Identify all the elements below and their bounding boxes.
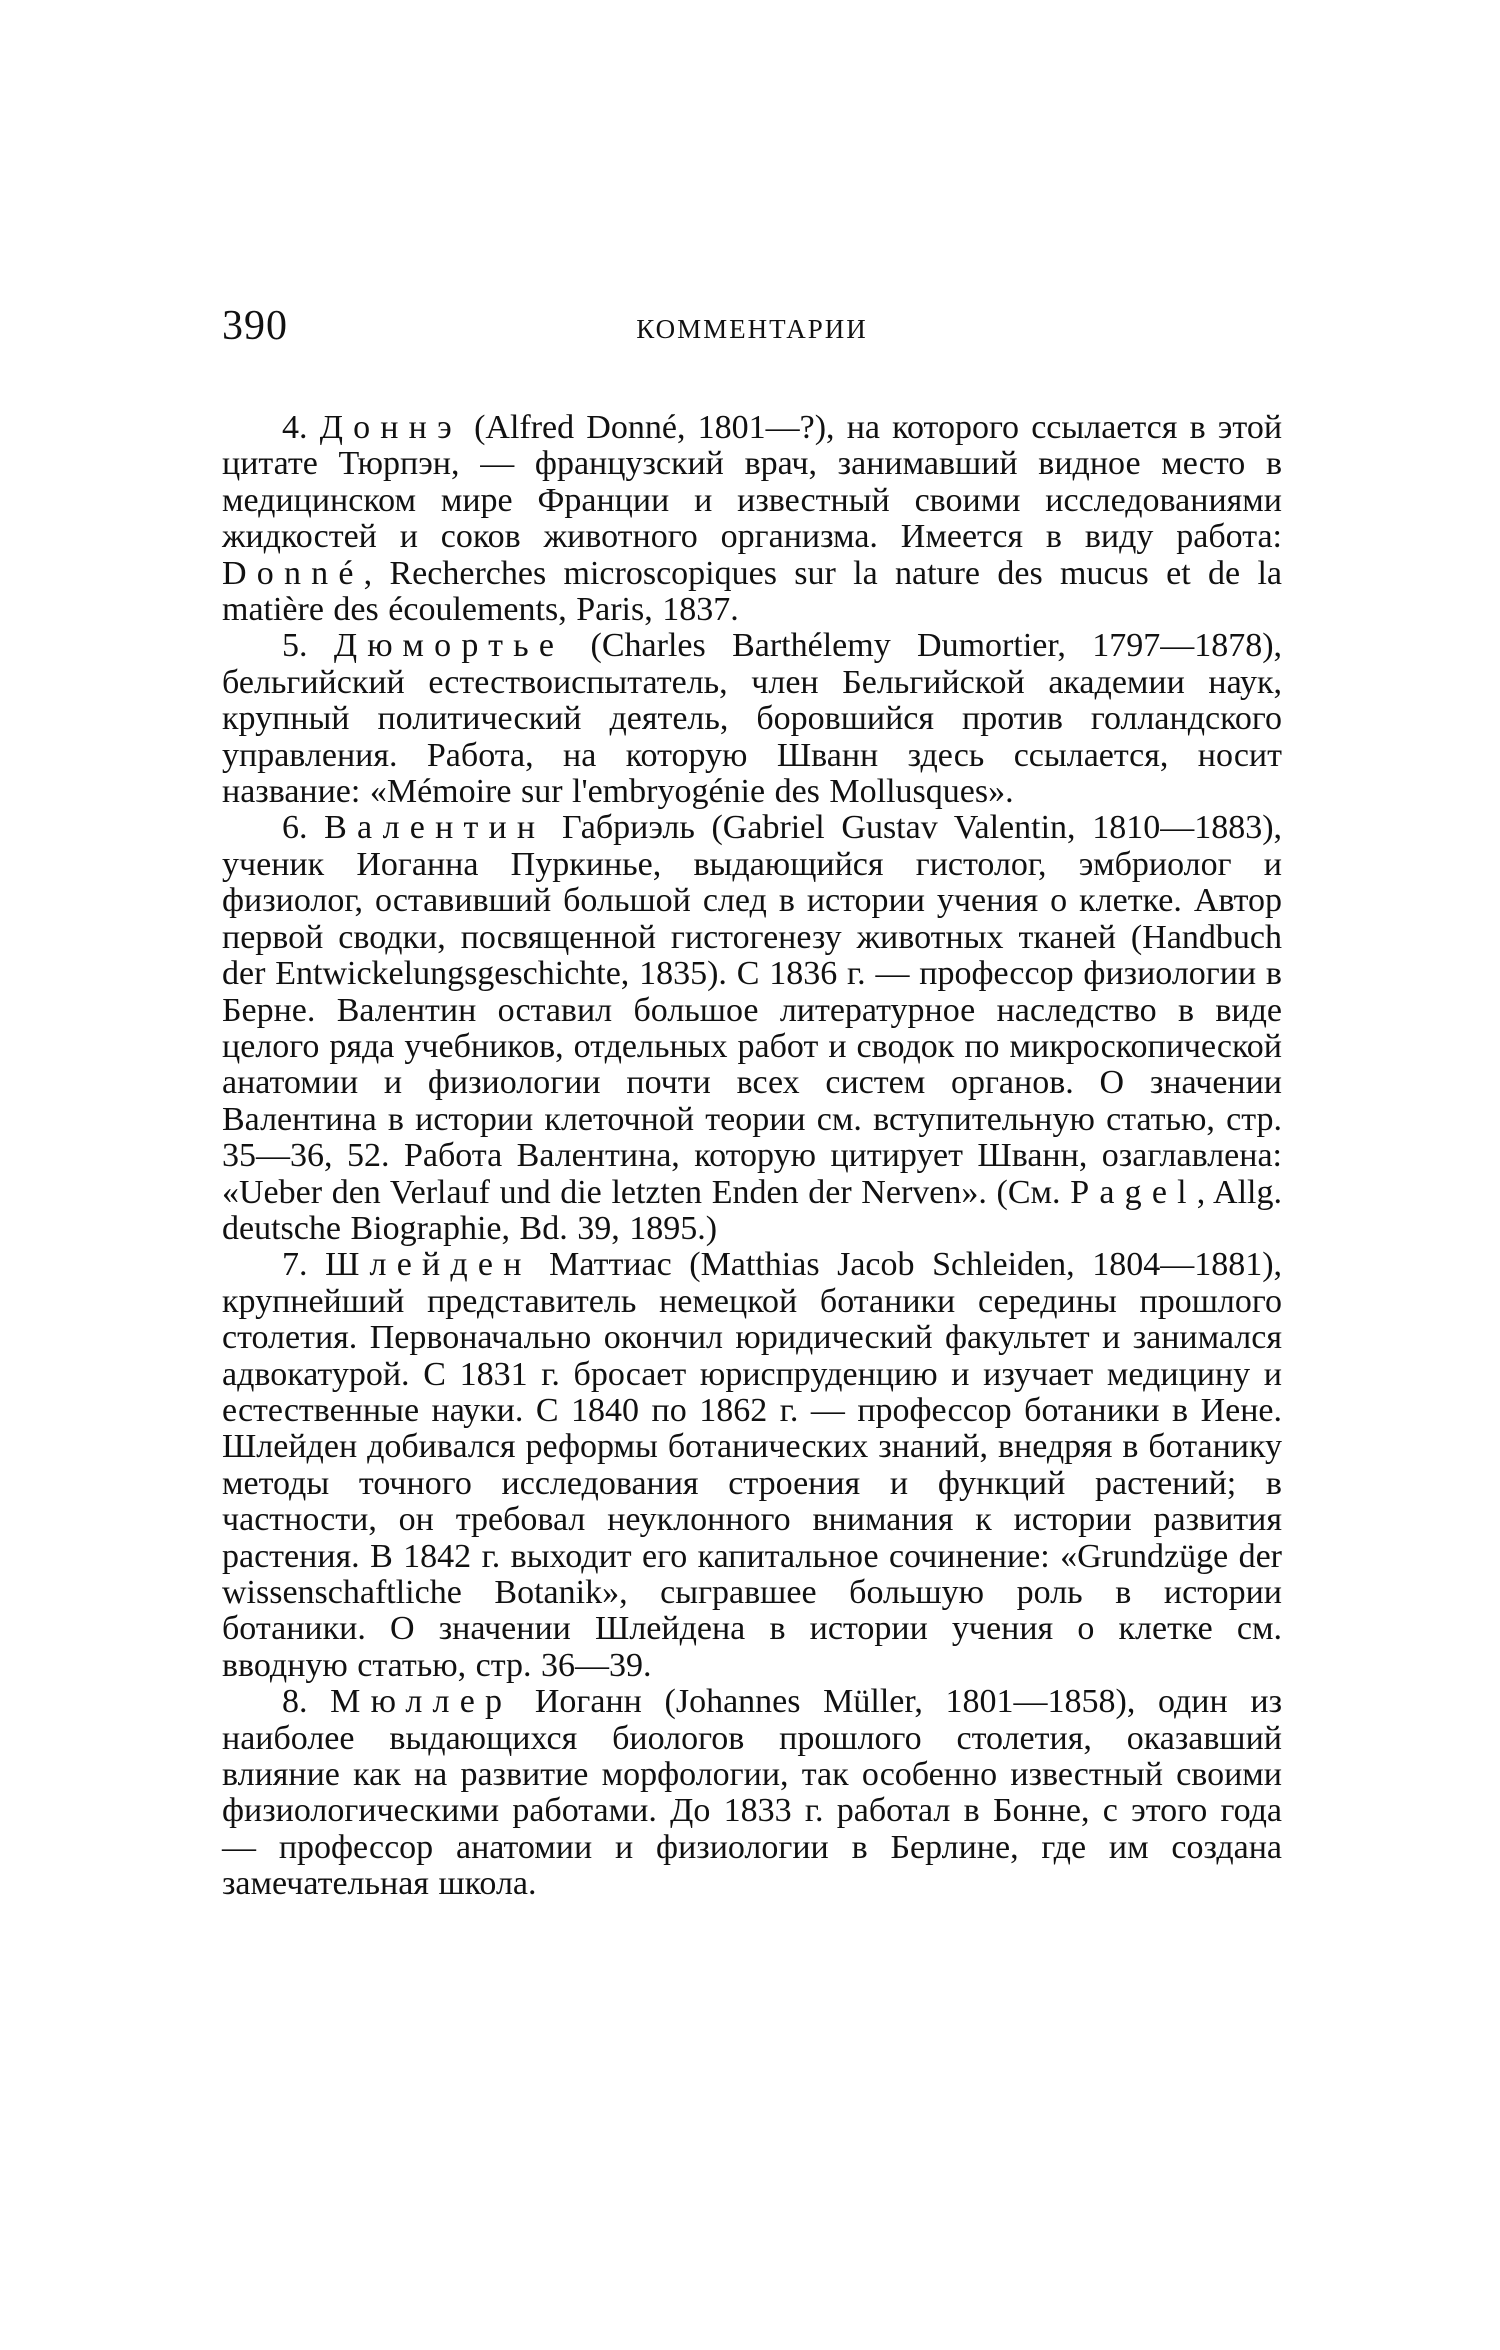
page-number: 390 (222, 303, 288, 349)
cited-author: Donné (222, 554, 364, 592)
note-text: Маттиас (Matthias Jacob Schleiden, 1804—1881), крупнейший представитель немецкой ботаники середины прошлого столетия. Первоначально окончил юридический факультет и занимался адвокатурой. С 1831 г. бросает юриспруденцию и изучает медицину и естественные науки. С 1840 по 1862 г. — профессор ботаники в Иене. Шлейден добивался реформы ботанических знаний, внедряя в ботанику методы точного исследования строения и функций растений; в частности, он требовал неуклонного внимания к истории развития растения. В 1842 г. выходит его капитальное сочинение: «Grundzüge der wissenschaftliche Botanik», сыгравшее большую роль в истории ботаники. О значении Шлейдена в истории учения о клетке см. вводную статью, стр. 36—39. (222, 1246, 1283, 1684)
note-number: 5. (282, 627, 308, 665)
page-header (222, 298, 1282, 354)
note-7 (222, 1247, 1282, 1684)
note-text: Иоганн (Johannes Müller, 1801—1858), один из наиболее выдающихся биологов прошлого столетия, оказавший влияние как на развитие морфологии, так особенно известный своими физиологическими работами. До 1833 г. работал в Бонне, с этого года — профессор анатомии и физиологии в Берлине, где им создана замечательная школа. (222, 1683, 1282, 1903)
note-name: Доннэ (319, 409, 462, 446)
note-number: 4. (282, 409, 308, 446)
note-8 (222, 1684, 1282, 1902)
cited-author: Pagel (1070, 1173, 1197, 1211)
note-6 (222, 810, 1282, 1247)
commentary-body (222, 410, 1282, 1903)
note-text: (Charles Barthélemy Dumortier, 1797—1878), бельгийский естествоиспытатель, член Бельгийской академии наук, крупный политический деятель, боровшийся против голландского управления. Работа, на которую Шванн здесь ссылается, носит название: «Mémoire sur l'embryogénie des Mollusques». (222, 627, 1283, 811)
note-text: (Alfred Donné, 1801—?), на которого ссылается в этой цитате Тюрпэн, — французский врач, занимавший видное место в медицинском мире Франции и известный своими исследованиями жидкостей и соков животного организма. Имеется в виду работа: (222, 409, 1283, 556)
note-number: 6. (282, 809, 308, 847)
note-text-continued: , Recherches microscopiques sur la nature des mucus et de la matière des écoulements, Paris, 1837. (222, 554, 1282, 629)
note-number: 7. (282, 1246, 308, 1284)
note-name: Мюллер (330, 1683, 513, 1721)
note-5 (222, 628, 1282, 810)
note-name: Валентин (324, 809, 546, 847)
note-text: Габриэль (Gabriel Gustav Valentin, 1810—1883), ученик Иоганна Пуркинье, выдающийся гистолог, эмбриолог и физиолог, оставивший большой след в истории учения о клетке. Автор первой сводки, посвященной гистогенезу животных тканей (Handbuch der Entwickelungsgeschichte, 1835). С 1836 г. — профессор физиологии в Берне. Валентин оставил большое литературное наследство в виде целого ряда учебников, отдельных работ и сводок по микроскопической анатомии и физиологии почти всех систем органов. О значении Валентина в истории клеточной теории см. вступительную статью, стр. 35—36, 52. Работа Валентина, которую цитирует Шванн, озаглавлена: «Ueber den Verlauf und die letzten Enden der Nerven». (См. (222, 809, 1283, 1211)
note-name: Дюмортье (333, 627, 565, 665)
note-number: 8. (282, 1683, 308, 1721)
note-4 (222, 410, 1282, 628)
note-text-continued: , Allg. deutsche Biographie, Bd. 39, 1895.) (222, 1173, 1282, 1247)
running-head: КОММЕНТАРИИ (636, 314, 868, 344)
note-name: Шлейден (325, 1246, 532, 1284)
